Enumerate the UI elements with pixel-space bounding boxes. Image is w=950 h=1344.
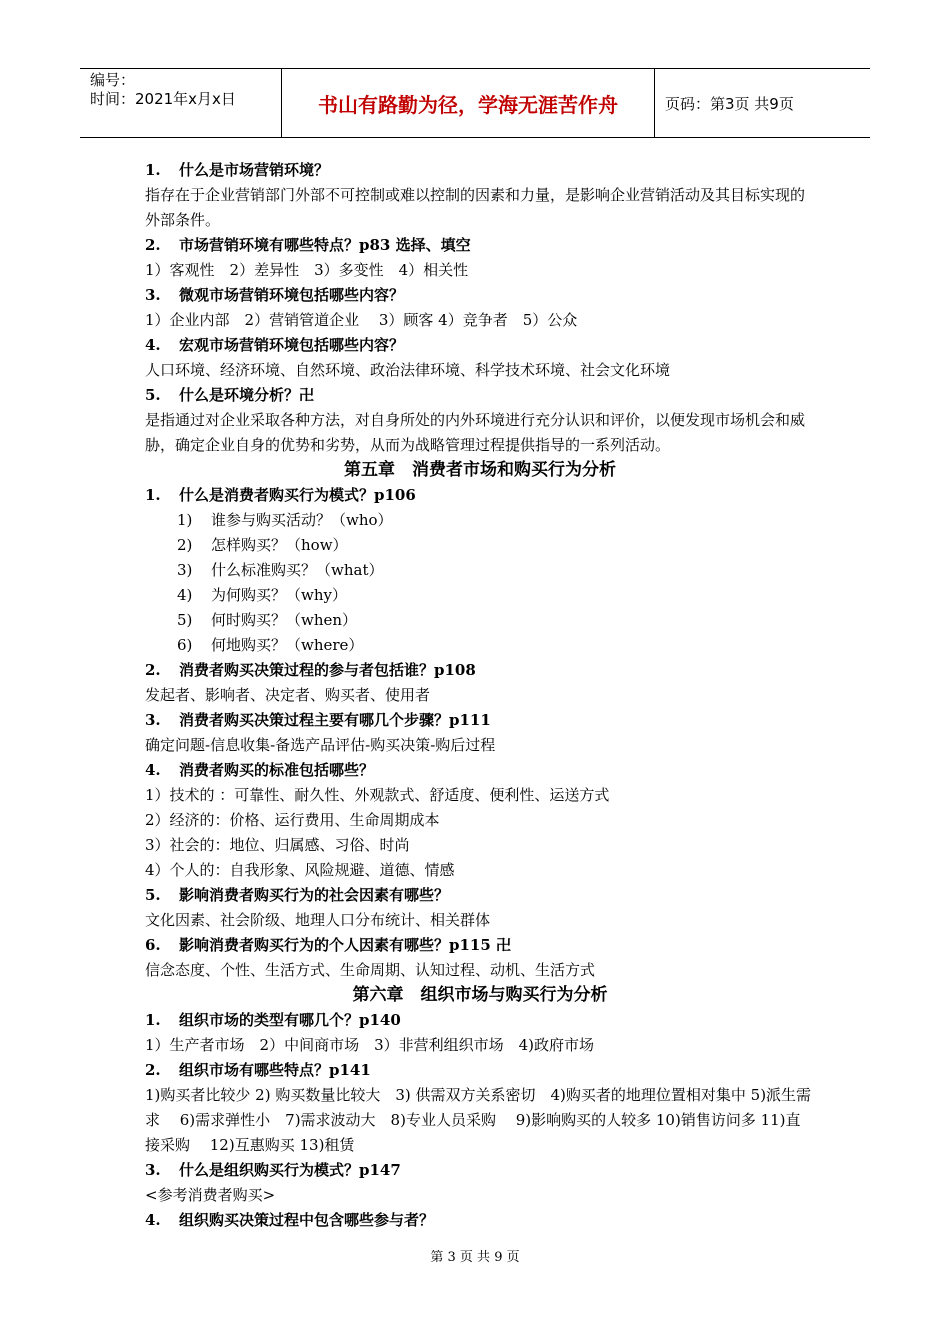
question-text: 微观市场营销环境包括哪些内容？ [179, 286, 405, 304]
item-number: 1) [177, 511, 193, 529]
item-number: 5. [145, 886, 161, 904]
item-number: 2. [145, 661, 161, 679]
item-number: 3. [145, 711, 161, 729]
question-text: 市场营销环境有哪些特点？p83 选择、填空 [179, 236, 471, 254]
question [145, 1158, 815, 1183]
item-number: 6. [145, 936, 161, 954]
answer-text: 发起者、影响者、决定者、购买者、使用者 [145, 686, 431, 704]
header-page-label: 页码：第3页 共9页 [665, 94, 794, 113]
question-text: 什么是消费者购买行为模式？p106 [179, 486, 416, 504]
question-text: 组织购买决策过程中包含哪些参与者？ [179, 1211, 435, 1229]
list-item-text: 何时购买？（when） [211, 611, 358, 629]
question [145, 1208, 815, 1233]
list-item-text: 为何购买？（why） [211, 586, 347, 604]
header-meta [80, 69, 282, 137]
answer-text: 是指通过对企业采取各种方法，对自身所处的内外环境进行充分认识和评价，以便发现市场机会和威胁，确定企业自身的优势和劣势，从而为战略管理过程提供指导的一系列活动。 [145, 411, 806, 454]
item-number: 6) [177, 636, 193, 654]
question-text: 消费者购买决策过程主要有哪几个步骤？p111 [179, 711, 491, 729]
question [145, 483, 815, 508]
chapter-heading: 第五章 消费者市场和购买行为分析 [344, 460, 616, 480]
item-number: 1. [145, 161, 161, 179]
question [145, 283, 815, 308]
list-item [145, 633, 815, 658]
item-number: 4. [145, 761, 161, 779]
item-number: 2) [177, 536, 193, 554]
item-number: 3. [145, 286, 161, 304]
question-text: 什么是市场营销环境？ [179, 161, 330, 179]
question-text: 什么是环境分析？卍 [179, 386, 315, 404]
question-text: 组织市场有哪些特点？p141 [179, 1061, 371, 1079]
list-item-text: 何地购买？（where） [211, 636, 364, 654]
document-number-label: 编号： [90, 71, 136, 89]
item-number: 1. [145, 1011, 161, 1029]
question [145, 233, 815, 258]
question-text: 什么是组织购买行为模式？p147 [179, 1161, 401, 1179]
answer-text: 1）企业内部 2）营销管道企业 3）顾客 4）竞争者 5）公众 [145, 311, 578, 329]
list-item-text: 什么标准购买？（what） [211, 561, 384, 579]
answer-text: 1）技术的 ：可靠性、耐久性、外观款式、舒适度、便利性、运送方式 [145, 786, 610, 804]
answer-text: 1)购买者比较少 2) 购买数量比较大 3) 供需双方关系密切 4)购买者的地理位置相对集中 5)派生需求 6)需求弹性小 7)需求波动大 8)专业人员采购 9)影响购买的人较多 10)销售访问多 11)直接采购 12)互惠购买 13)租赁 [145, 1086, 812, 1154]
chapter-heading: 第六章 组织市场与购买行为分析 [352, 985, 608, 1005]
question-text: 消费者购买决策过程的参与者包括谁？p108 [179, 661, 476, 679]
question [145, 933, 815, 958]
question [145, 158, 815, 183]
answer-text: 人口环境、经济环境、自然环境、政治法律环境、科学技术环境、社会文化环境 [145, 361, 671, 379]
item-number: 4. [145, 1211, 161, 1229]
answer-text: 3）社会的：地位、归属感、习俗、时尚 [145, 836, 410, 854]
answer-text: 确定问题-信息收集-备选产品评估-购买决策-购后过程 [145, 736, 496, 754]
item-number: 4) [177, 586, 193, 604]
list-item [145, 583, 815, 608]
answer-text: 信念态度、个性、生活方式、生命周期、认知过程、动机、生活方式 [145, 961, 596, 979]
question-text: 消费者购买的标准包括哪些？ [179, 761, 375, 779]
list-item [145, 533, 815, 558]
question [145, 758, 815, 783]
item-number: 5) [177, 611, 193, 629]
question [145, 883, 815, 908]
question [145, 1008, 815, 1033]
question-text: 组织市场的类型有哪几个？p140 [179, 1011, 401, 1029]
question [145, 658, 815, 683]
list-item [145, 558, 815, 583]
item-number: 4. [145, 336, 161, 354]
answer-text: 文化因素、社会阶级、地理人口分布统计、相关群体 [145, 911, 491, 929]
item-number: 5. [145, 386, 161, 404]
answer-text: 2）经济的：价格、运行费用、生命周期成本 [145, 811, 440, 829]
answer-text: 1）生产者市场 2）中间商市场 3）非营利组织市场 4)政府市场 [145, 1036, 595, 1054]
question-text: 影响消费者购买行为的个人因素有哪些？p115 卍 [179, 936, 512, 954]
item-number: 3) [177, 561, 193, 579]
document-body [145, 158, 815, 1233]
header-motto: 书山有路勤为径，学海无涯苦作舟 [282, 69, 655, 137]
list-item [145, 508, 815, 533]
item-number: 3. [145, 1161, 161, 1179]
question-text: 影响消费者购买行为的社会因素有哪些？ [179, 886, 450, 904]
list-item-text: 怎样购买？（how） [211, 536, 348, 554]
answer-text: 指存在于企业营销部门外部不可控制或难以控制的因素和力量，是影响企业营销活动及其目标实现的外部条件。 [145, 186, 806, 229]
question [145, 708, 815, 733]
list-item [145, 608, 815, 633]
item-number: 2. [145, 1061, 161, 1079]
question [145, 383, 815, 408]
question [145, 1058, 815, 1083]
page-footer: 第 3 页 共 9 页 [430, 1250, 520, 1265]
answer-text: 1）客观性 2）差异性 3）多变性 4）相关性 [145, 261, 469, 279]
item-number: 2. [145, 236, 161, 254]
item-number: 1. [145, 486, 161, 504]
document-time-label: 时间：2021年x月x日 [90, 90, 236, 108]
list-item-text: 谁参与购买活动？（who） [211, 511, 393, 529]
answer-text: <参考消费者购买> [145, 1186, 276, 1204]
answer-text: 4）个人的：自我形象、风险规避、道德、情感 [145, 861, 455, 879]
question-text: 宏观市场营销环境包括哪些内容？ [179, 336, 405, 354]
page-header [80, 68, 870, 138]
question [145, 333, 815, 358]
